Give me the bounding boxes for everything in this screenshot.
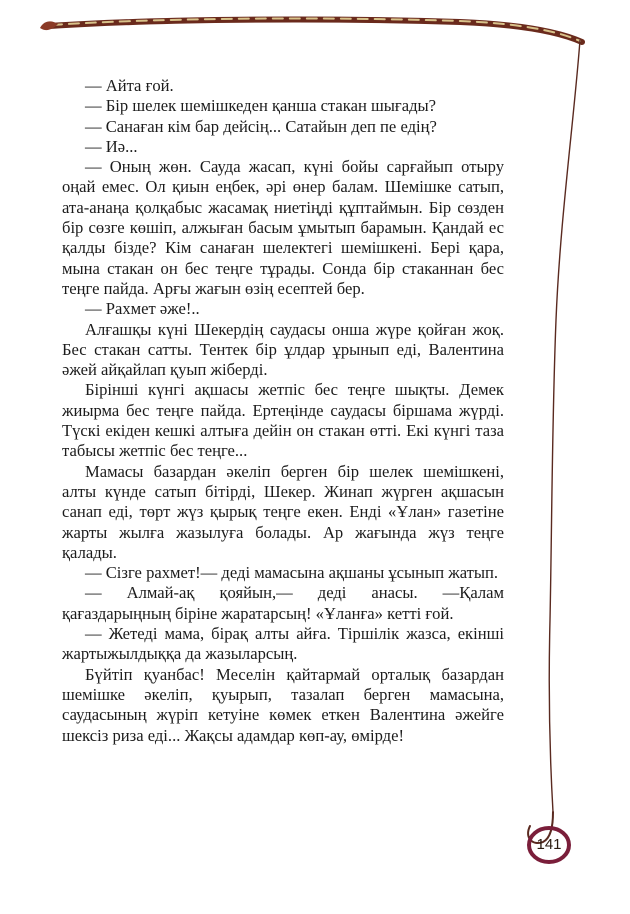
fishing-rod-icon (40, 18, 582, 42)
paragraph: — Сізге рахмет!— деді мамасына ақшаны ұсынып жатып. (85, 563, 499, 583)
paragraph: — Иә... (85, 136, 138, 156)
paragraph: — Оның жөн. Сауда жасап, күні бойы сарғайып отыру оңай емес. Ол қиын еңбек, әрі өнер балам. Шемішке сатып, ата-анаңа қолқабыс жасамақ ниетіңді құптаймын. Бір сөзден бір сөзге көшіп, алжыған басым ұмытып барамын. Қандай ес қалды бізде? Кім санаған шелектегі шемішкені. Бері қара, мына стакан он бес теңге тұрады. Сонда бір стаканнан бес теңге пайда. Арғы жағын өзің есептей бер. (62, 157, 504, 298)
paragraph: Мамасы базардан әкеліп берген бір шелек шемішкені, алты күнде сатып бітірді, Шекер. Жинап жүрген ақшасын санап еді, төрт жүз қырық теңге екен. Енді «Ұлан» газетіне жарты жылға жазылуға болады. Ар жағында жүз теңге қалады. (62, 461, 504, 562)
story-text (62, 76, 504, 746)
page-number: 141 (536, 836, 562, 853)
paragraph: — Айта ғой. (85, 76, 174, 95)
paragraph: — Санаған кім бар дейсің... Сатайын деп пе едің? (85, 116, 437, 136)
paragraph: Бүйтіп қуанбас! Меселін қайтармай орталық базардан шемішке әкеліп, қуырып, тазалап берген мамасына, саудасының жүріп кетуіне көмек еткен Валентина әжейге шексіз риза еді... Жақсы адамдар көп-ау, өмірде! (62, 664, 504, 745)
paragraph: — Алмай-ақ қояйын,— деді анасы. —Қалам қағаздарыңның біріне жаратарсың! «Ұланға» кетті ғой. (62, 583, 504, 623)
paragraph: — Бір шелек шемішкеден қанша стакан шығады? (85, 96, 437, 116)
paragraph: — Жетеді мама, бірақ алты айға. Тіршілік жазса, екінші жартыжылдыққа да жазыларсың. (62, 624, 504, 664)
paragraph: Алғашқы күні Шекердің саудасы онша жүре қойған жоқ. Бес стакан сатты. Тентек бір ұлдар ұрынып еді, Валентина әжей айқайлап қуып жіберді. (62, 319, 504, 380)
paragraph: — Рахмет әже!.. (85, 299, 200, 319)
fishing-line (549, 40, 580, 812)
paragraph: Бірінші күнгі ақшасы жетпіс бес теңге шықты. Демек жиырма бес теңге пайда. Ертеңінде саудасы біршама жүрді. Түскі екіден кешкі алтыға дейін он стакан өтті. Екі күнгі таза табысы жетпіс бес теңге... (62, 380, 504, 461)
